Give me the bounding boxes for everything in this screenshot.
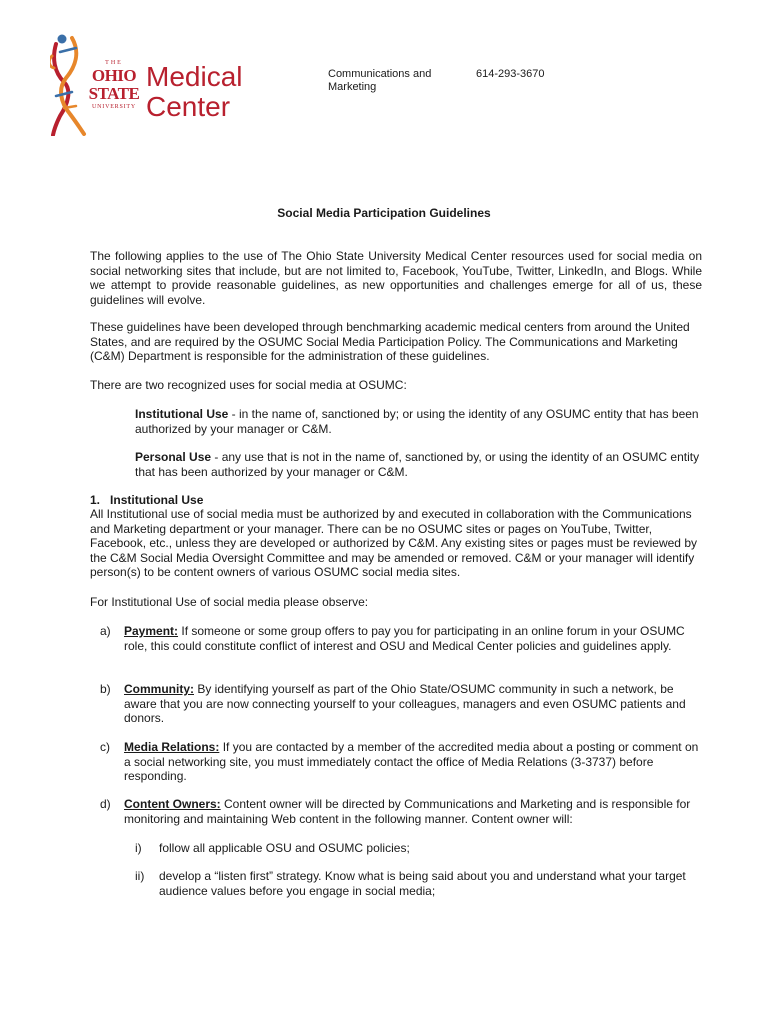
phone-number: 614-293-3670 bbox=[476, 68, 545, 80]
intro-paragraph-2: These guidelines have been developed through benchmarking academic medical centers from around the United States, and are required by the OSUMC Social Media Participation Policy. The Communications and Marketing (C&M) Department is responsible for the administration of these guidelines. bbox=[90, 320, 690, 364]
list-item-content bbox=[124, 682, 702, 726]
sub-list-marker: i) bbox=[135, 841, 142, 855]
medical-center-wordmark bbox=[146, 62, 242, 122]
item-term: Media Relations: bbox=[124, 740, 220, 754]
section-number: 1. bbox=[90, 493, 101, 507]
use-text: - in the name of, sanctioned by; or using the identity of any OSUMC entity that has been authorized by your manager or C&M. bbox=[135, 407, 699, 436]
list-item-content bbox=[124, 740, 702, 784]
use-term: Personal Use bbox=[135, 450, 212, 464]
use-term: Institutional Use bbox=[135, 407, 229, 421]
item-text: If someone or some group offers to pay you for participating in an online forum in your OSUMC role, this could constitute conflict of interest and OSU and Medical Center policies and guidelines apply. bbox=[124, 624, 685, 653]
item-term: Payment: bbox=[124, 624, 179, 638]
intro-paragraph-3: There are two recognized uses for social media at OSUMC: bbox=[90, 378, 407, 392]
item-text: If you are contacted by a member of the accredited media about a posting or comment on a social networking site, you must immediately contact the office of Media Relations (3-3737) before responding. bbox=[124, 740, 699, 784]
osu-medical-center-logo bbox=[50, 32, 260, 136]
brand-line-2: Center bbox=[146, 91, 231, 122]
use-definition-institutional bbox=[135, 407, 702, 436]
department-name: Communications and Marketing bbox=[328, 68, 432, 93]
use-text: - any use that is not in the name of, sanctioned by, or using the identity of an OSUMC entity that has been authorized by your manager or C&M. bbox=[135, 450, 700, 479]
intro-paragraph-1: The following applies to the use of The Ohio State University Medical Center resources used for social media on social networking sites that include, but are not limited to, Facebook, YouTube, Twitter, LinkedIn, and Blogs. While we attempt to provide reasonable guidelines, as new opportunities and challenges emerge for all of us, these guidelines will evolve. bbox=[90, 249, 702, 307]
list-item-content bbox=[124, 624, 702, 653]
sub-list-item-content: follow all applicable OSU and OSUMC policies; bbox=[159, 841, 410, 855]
sub-list-marker: ii) bbox=[135, 869, 145, 883]
brand-line-1: Medical bbox=[146, 61, 243, 92]
list-item-content bbox=[124, 797, 702, 826]
list-marker: c) bbox=[100, 740, 110, 754]
section-1-body: All Institutional use of social media must be authorized by and executed in collaboration with the Communications and Marketing department or your manager. There can be no OSUMC sites or pages on YouTube, Twitter, Facebook, etc., unless they are developed or authorized by C&M. Any existing sites or pages must be reviewed by the C&M Social Media Oversight Committee and may be amended or removed. C&M or your manager will identify person(s) to be content owners of various OSUMC social media sites. bbox=[90, 507, 697, 580]
document-title: Social Media Participation Guidelines bbox=[277, 206, 491, 220]
section-1-heading bbox=[90, 493, 702, 508]
item-text: Content owner will be directed by Communications and Marketing and is responsible for monitoring and maintaining Web content in the following manner. Content owner will: bbox=[124, 797, 691, 826]
item-term: Content Owners: bbox=[124, 797, 221, 811]
list-marker: b) bbox=[100, 682, 111, 696]
section-1-lead: For Institutional Use of social media please observe: bbox=[90, 595, 369, 609]
section-title: Institutional Use bbox=[110, 493, 204, 507]
sub-list-item-content: develop a “listen first” strategy. Know what is being said about you and understand what your target audience values before you engage in social media; bbox=[159, 869, 686, 898]
list-marker: a) bbox=[100, 624, 111, 638]
list-marker: d) bbox=[100, 797, 111, 811]
use-definition-personal bbox=[135, 450, 702, 479]
ohio-state-wordmark: THE OHIO STATE UNIVERSITY bbox=[88, 60, 140, 110]
item-text: By identifying yourself as part of the Ohio State/OSUMC community in such a network, be aware that you are now connecting yourself to your colleagues, managers and even OSUMC patients and donors. bbox=[124, 682, 686, 726]
item-term: Community: bbox=[124, 682, 194, 696]
